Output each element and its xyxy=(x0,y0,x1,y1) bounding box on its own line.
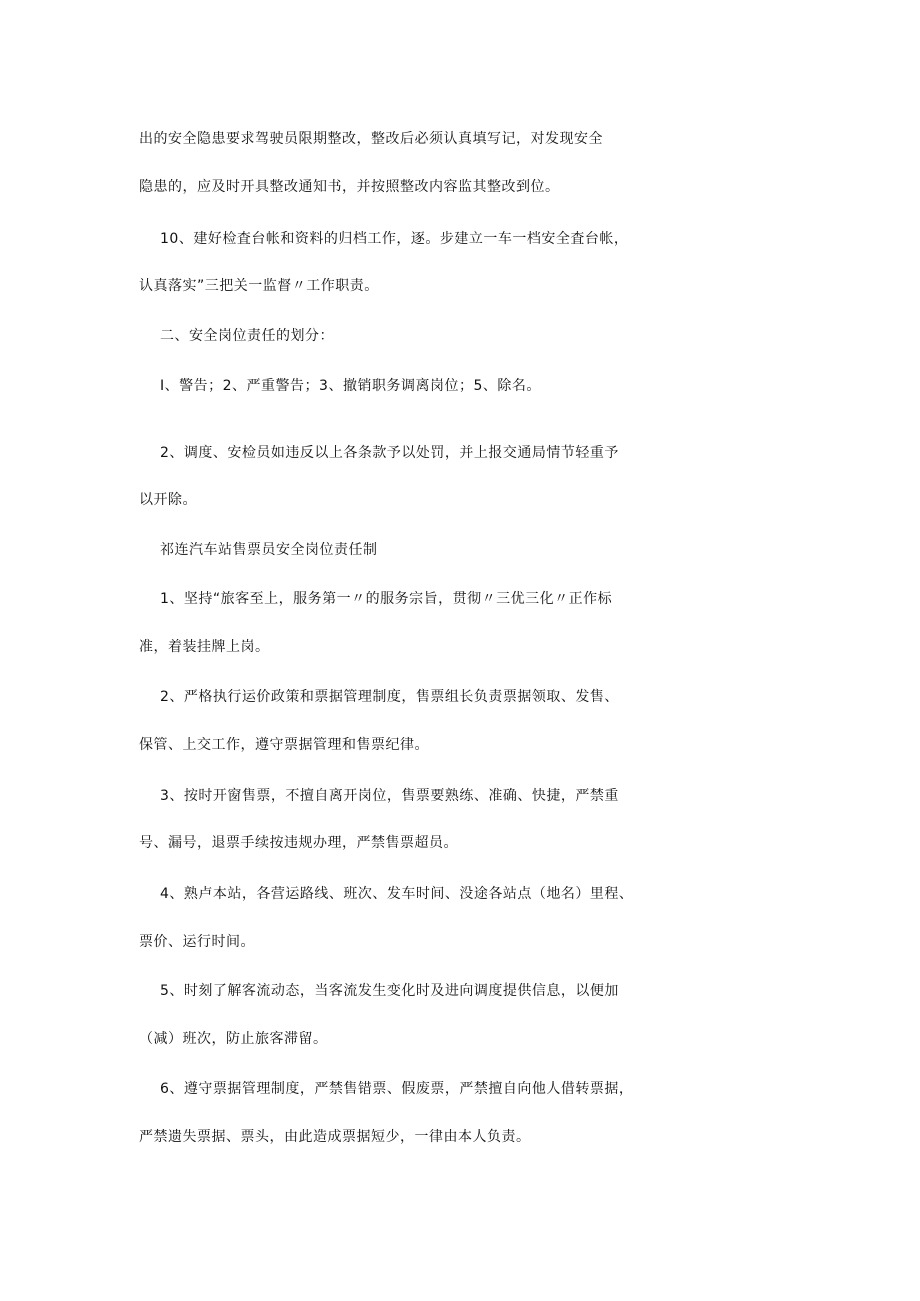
paragraph-line: 2、严格执行运价政策和票据管理制度，售票组长负责票据领取、发售、 xyxy=(160,689,619,705)
paragraph-line: 出的安全隐患要求驾驶员限期整改，整改后必须认真填写记，对发现安全 xyxy=(139,131,603,147)
paragraph-line: 4、熟卢本站，各营运路线、班次、发车时间、没途各站点（地名）里程、 xyxy=(160,886,634,902)
paragraph-line: I、警告；2、严重警告；3、撤销职务调离岗位；5、除名。 xyxy=(160,378,541,394)
paragraph-line: 认真落实”三把关一监督〃工作职责。 xyxy=(139,278,379,294)
paragraph-line: 5、时刻了解客流动态，当客流发生变化时及进向调度提供信息，以便加 xyxy=(160,983,619,999)
paragraph-line: 3、按时开窗售票，不擅自离开岗位，售票要熟练、准确、快捷，严禁重 xyxy=(160,788,619,804)
paragraph-line: 2、调度、安检员如违反以上各条款予以处罚，并上报交通局情节轻重予 xyxy=(160,445,619,461)
paragraph-line: （减）班次，防止旅客滞留。 xyxy=(139,1031,328,1047)
section-heading: 祁连汽车站售票员安全岗位责任制 xyxy=(160,542,378,558)
section-heading: 二、安全岗位责任的划分： xyxy=(160,328,334,344)
paragraph-line: 保管、上交工作，遵守票据管理和售票纪律。 xyxy=(139,737,429,753)
paragraph-line: 票价、运行时间。 xyxy=(139,934,255,950)
paragraph-line: 10、建好检査台帐和资料的归档工作，逐。步建立一车一档安全査台帐， xyxy=(160,231,629,247)
paragraph-line: 1、坚持“旅客至上，服务第一〃的服务宗旨，贯彻〃三优三化〃正作标 xyxy=(160,591,613,607)
paragraph-line: 隐患的，应及时开具整改通知书，并按照整改内容监其整改到位。 xyxy=(139,179,560,195)
paragraph-line: 准，着装挂牌上岗。 xyxy=(139,639,270,655)
paragraph-line: 6、遵守票据管理制度，严禁售错票、假废票，严禁擅自向他人借转票据， xyxy=(160,1081,634,1097)
paragraph-line: 号、漏号，退票手续按违规办理，严禁售票超员。 xyxy=(139,835,458,851)
paragraph-line: 严禁遗失票据、票头，由此造成票据短少，一律由本人负责。 xyxy=(139,1129,531,1145)
paragraph-line: 以开除。 xyxy=(139,492,197,508)
